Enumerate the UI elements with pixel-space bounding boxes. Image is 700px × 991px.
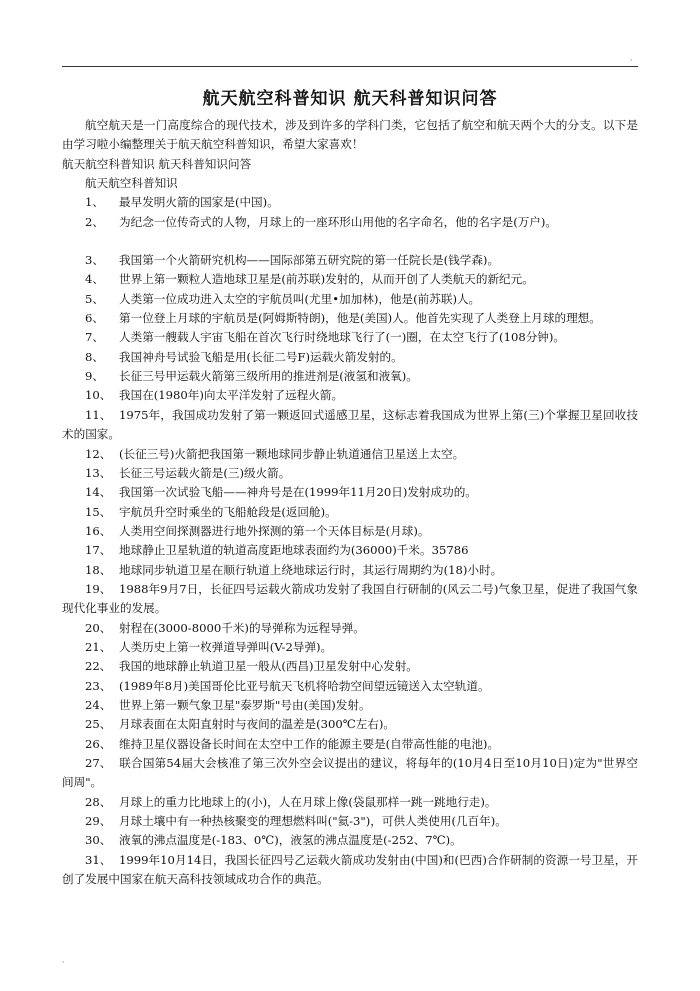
item-number: 2、 [85,214,104,229]
list-item [62,251,638,270]
list-item [62,386,638,405]
item-text: 我国第一个火箭研究机构——国际部第五研究院的第一任院长是(钱学森)。 [119,253,500,268]
list-item [62,445,638,464]
spacer [62,232,638,251]
list-item [62,638,638,657]
list-item [62,580,638,619]
item-number: 31、 [85,852,112,867]
list-item [62,309,638,328]
section-heading: 航天航空科普知识 [85,176,178,191]
list-item [62,464,638,483]
item-text: 月球土壤中有一种热核聚变的理想燃料叫("氦-3")，可供人类使用(几百年)。 [119,814,507,829]
item-number: 16、 [85,523,112,538]
item-number: 29、 [85,814,112,829]
item-text: 维持卫星仪器设备长时间在太空中工作的能源主要是(自带高性能的电池)。 [119,736,500,751]
item-number: 28、 [85,794,112,809]
item-text: 人类第一艘载人宇宙飞船在首次飞行时绕地球飞行了(一)圈，在太空飞行了(108分钟)。 [119,330,566,345]
subtitle-line: 航天航空科普知识 航天科普知识问答 [62,156,252,171]
list-item [62,541,638,560]
list-item [62,193,638,212]
corner-mark: · [630,56,633,65]
list-item [62,522,638,541]
list-item [62,367,638,386]
list-item [62,619,638,638]
item-text: 地球同步轨道卫星在顺行轨道上绕地球运行时，其运行周期约为(18)小时。 [119,562,503,577]
list-item [62,657,638,676]
item-text: 为纪念一位传奇式的人物，月球上的一座环形山用他的名字命名，他的名字是(万户)。 [119,214,558,229]
list-item [62,812,638,831]
item-text: 世界上第一颗粒人造地球卫星是(前苏联)发射的，从而开创了人类航天的新纪元。 [119,272,534,287]
item-text: 联合国第54届大会核准了第三次外空会议提出的建议，将每年的(10月4日至10月10日)定为"世界空间周"。 [62,756,638,790]
list-item [62,290,638,309]
document-body [62,86,638,889]
item-number: 27、 [85,756,112,770]
corner-mark: · [62,958,65,967]
item-text: 世界上第一颗气象卫星"泰罗斯"号由(美国)发射。 [119,697,371,712]
list-item [62,213,638,232]
item-number: 21、 [85,639,112,654]
item-number: 24、 [85,697,112,712]
list-item [62,754,638,793]
item-text: 我国神舟号试验飞船是用(长征二号F)运载火箭发射的。 [119,349,403,364]
item-number: 12、 [85,446,112,461]
list-item [62,696,638,715]
item-number: 26、 [85,736,112,751]
list-item [62,561,638,580]
item-text: 地球静止卫星轨道的轨道高度距地球表面约为(36000)千米。35786 [119,543,469,558]
item-number: 8、 [85,349,104,364]
item-text: 宇航员升空时乘坐的飞船舱段是(返回舱)。 [119,504,337,519]
item-text: (1989年8月)美国哥伦比亚号航天飞机将哈勃空间望远镜送入太空轨道。 [119,678,490,693]
item-number: 30、 [85,833,112,848]
item-text: 月球表面在太阳直射时与夜间的温差是(300℃左右)。 [119,717,396,732]
item-number: 15、 [85,504,112,519]
list-item [62,831,638,850]
item-text: 第一位登上月球的宇航员是(阿姆斯特朗)，他是(美国)人。他首先实现了人类登上月球的理想。 [119,311,601,326]
list-item [62,503,638,522]
item-number: 23、 [85,678,112,693]
item-text: 我国第一次试验飞船——神舟号是在(1999年11月20日)发射成功的。 [119,485,477,500]
qa-list [62,193,638,889]
item-text: 1988年9月7日，长征四号运载火箭成功发射了我国自行研制的(风云二号)气象卫星，促进了我国气象现代化事业的发展。 [62,581,638,616]
item-text: 长征三号甲运载火箭第三级所用的推进剂是(液氢和液氧)。 [119,369,418,384]
item-number: 14、 [85,485,112,500]
item-text: 1999年10月14日，我国长征四号乙运载火箭成功发射由(中国)和(巴西)合作研制的资源一号卫星，开创了发展中国家在航天高科技领域成功合作的典范。 [62,852,638,887]
list-item [62,483,638,502]
item-text: 1975年，我国成功发射了第一颗返回式遥感卫星，这标志着我国成为世界上第(三)个掌握卫星回收技术的国家。 [62,407,638,442]
page-title: 航天航空科普知识 航天科普知识问答 [202,89,498,109]
item-text: 最早发明火箭的国家是(中国)。 [119,195,279,210]
item-number: 5、 [85,291,104,306]
header-rule [62,66,638,67]
list-item [62,793,638,812]
item-text: 人类第一位成功进入太空的宇航员叫(尤里•加加林)，他是(前苏联)人。 [119,291,481,306]
item-number: 9、 [85,369,104,384]
item-text: 液氧的沸点温度是(-183、0℃)，液氢的沸点温度是(-252、7℃)。 [119,833,462,848]
item-text: 长征三号运载火箭是(三)级火箭。 [119,465,291,480]
list-item [62,348,638,367]
item-text: 我国在(1980年)向太平洋发射了远程火箭。 [119,388,344,403]
item-number: 11、 [85,407,112,422]
item-number: 3、 [85,253,104,268]
item-number: 19、 [85,581,112,596]
list-item [62,851,638,890]
item-number: 20、 [85,620,112,635]
intro-paragraph: 航空航天是一门高度综合的现代技术，涉及到许多的学科门类，它包括了航空和航天两个大的分支。以下是由学习啦小编整理关于航天航空科普知识，希望大家喜欢！ [62,118,638,152]
item-text: 我国的地球静止轨道卫星一般从(西昌)卫星发射中心发射。 [119,659,418,674]
item-number: 10、 [85,388,112,403]
item-text: (长征三号)火箭把我国第一颗地球同步静止轨道通信卫星送上太空。 [119,446,465,461]
item-text: 射程在(3000-8000千米)的导弹称为远程导弹。 [119,620,365,635]
item-number: 22、 [85,659,112,674]
item-number: 7、 [85,330,104,345]
item-number: 25、 [85,717,112,732]
item-text: 月球上的重力比地球上的(小)，人在月球上像(袋鼠那样一跳一跳地行走)。 [119,794,497,809]
item-number: 18、 [85,562,112,577]
item-number: 13、 [85,465,112,480]
item-number: 6、 [85,311,104,326]
item-number: 17、 [85,543,112,558]
list-item [62,270,638,289]
item-text: 人类用空间探测器进行地外探测的第一个天体目标是(月球)。 [119,523,430,538]
list-item [62,406,638,445]
list-item [62,735,638,754]
item-number: 1、 [85,195,104,210]
item-text: 人类历史上第一枚弹道导弹叫(V-2导弹)。 [119,639,333,654]
list-item [62,328,638,347]
list-item [62,677,638,696]
item-number: 4、 [85,272,104,287]
list-item [62,715,638,734]
